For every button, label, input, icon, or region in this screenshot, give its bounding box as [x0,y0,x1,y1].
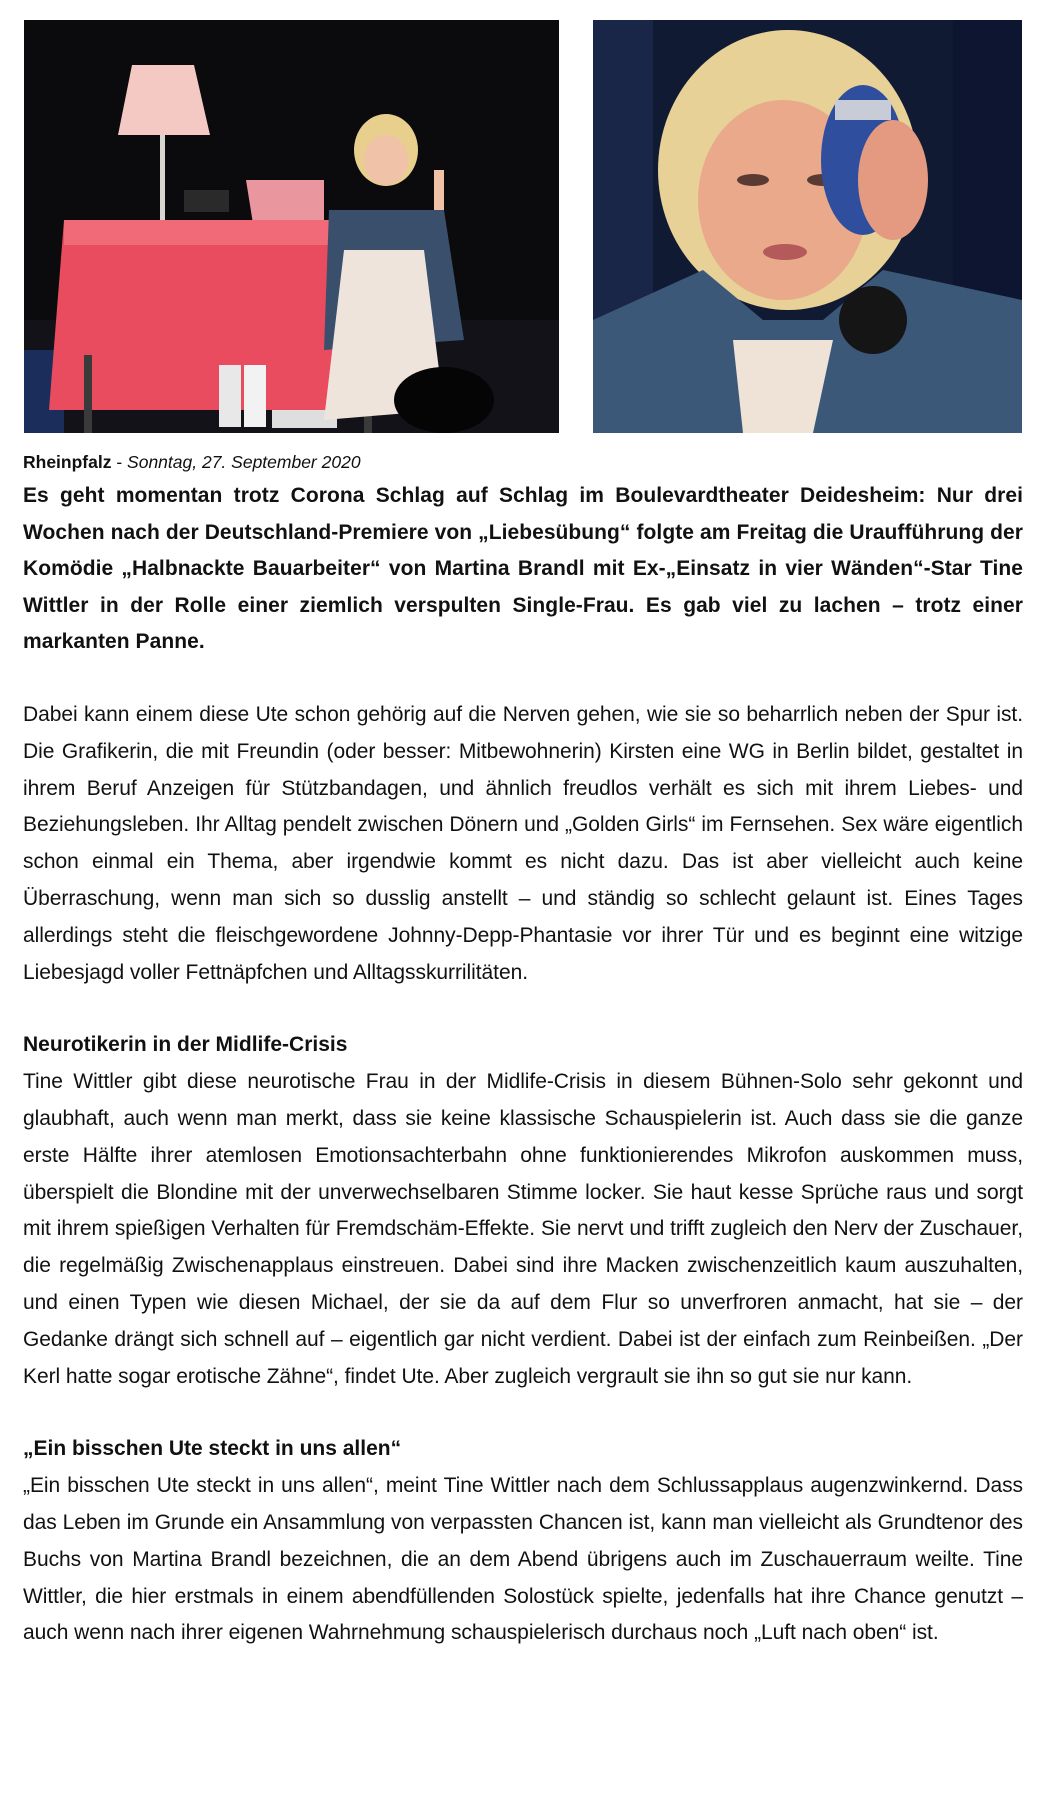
article-meta [23,450,1023,474]
portrait-photo-icon [593,20,1022,433]
paragraph-1: Dabei kann einem diese Ute schon gehörig auf die Nerven gehen, wie sie so beharrlich neben der Spur ist. Die Grafikerin, die mit Freundin (oder besser: Mitbewohnerin) Kirsten eine WG in Berlin bildet, gestaltet in ihrem Beruf Anzeigen für Stützbandagen, und ähnlich freudlos verhält es sich mit ihrem Liebes- und Beziehungsleben. Ihr Alltag pendelt zwischen Dönern und „Golden Girls“ im Fernsehen. Sex wäre eigentlich schon einmal ein Thema, aber irgendwie kommt es nicht dazu. Das ist aber vielleicht auch keine Überraschung, wenn man sich so dusslig anstellt – und ständig so schlecht gelaunt ist. Eines Tages allerdings steht die fleischgewordene Johnny-Depp-Phantasie vor ihrer Tür und es beginnt eine witzige Liebesjagd voller Fettnäpfchen und Alltagsskurrilitäten. [23,702,1023,984]
article-lead: Es geht momentan trotz Corona Schlag auf Schlag im Boulevardtheater Deidesheim: Nur drei Wochen nach der Deutschland-Premiere von „Liebesübung“ folgte am Freitag die Uraufführung der Komödie „Halbnackte Bauarbeiter“ von Martina Brandl mit Ex-„Einsatz in vier Wänden“-Star Tine Wittler in der Rolle einer ziemlich verspulten Single-Frau. Es gab viel zu lachen – trotz einer markanten Panne. [23,484,1023,654]
stage-photo-icon [24,20,559,433]
paragraph-3: „Ein bisschen Ute steckt in uns allen“, meint Tine Wittler nach dem Schlussapplaus augenzwinkernd. Dass das Leben im Grunde ein Ansammlung von verpassten Chancen ist, kann man vielleicht als Grundtenor des Buchs von Martina Brandl bezeichnen, die an dem Abend übrigens auch im Zuschauerraum weilte. Tine Wittler, die hier erstmals in einem abendfüllenden Solostück spielte, jedenfalls hat ihre Chance genutzt – auch wenn nach ihrer eigenen Wahrnehmung schauspielerisch durchaus noch „Luft nach oben“ ist. [23,1474,1023,1645]
meta-separator: - [111,452,128,472]
publish-date: Sonntag, 27. September 2020 [127,452,361,472]
paragraph-2: Tine Wittler gibt diese neurotische Frau in der Midlife-Crisis in diesem Bühnen-Solo sehr gekonnt und glaubhaft, auch wenn man merkt, dass sie keine klassische Schauspielerin ist. Auch dass sie die ganze erste Hälfte ihrer atemlosen Emotionsachterbahn ohne funktionierendes Mikrofon auskommen muss, überspielt die Blondine mit der unverwechselbaren Stimme locker. Sie haut kesse Sprüche raus und sorgt mit ihrem spießigen Verhalten für Fremdschäm-Effekte. Sie nervt und trifft zugleich den Nerv der Zuschauer, die regelmäßig Zwischenapplaus einstreuen. Dabei sind ihre Macken zwischenzeitlich kaum auszuhalten, und einen Typen wie diesen Michael, der sie da auf dem Flur so unverfroren anmacht, hat sie – der Gedanke drängt sich schnell auf – eigentlich gar nicht verdient. Dabei ist der einfach zum Reinbeißen. „Der Kerl hatte sogar erotische Zähne“, findet Ute. Aber zugleich vergrault sie ihn so gut sie nur kann. [23,1070,1023,1388]
subheading-2: „Ein bisschen Ute steckt in uns allen“ [23,1437,402,1461]
portrait-photo [593,20,1022,433]
article [23,450,1023,1652]
photo-row [24,20,1024,433]
subheading-1: Neurotikerin in der Midlife-Crisis [23,1033,348,1057]
source-name: Rheinpfalz [23,452,112,472]
stage-photo [24,20,559,433]
